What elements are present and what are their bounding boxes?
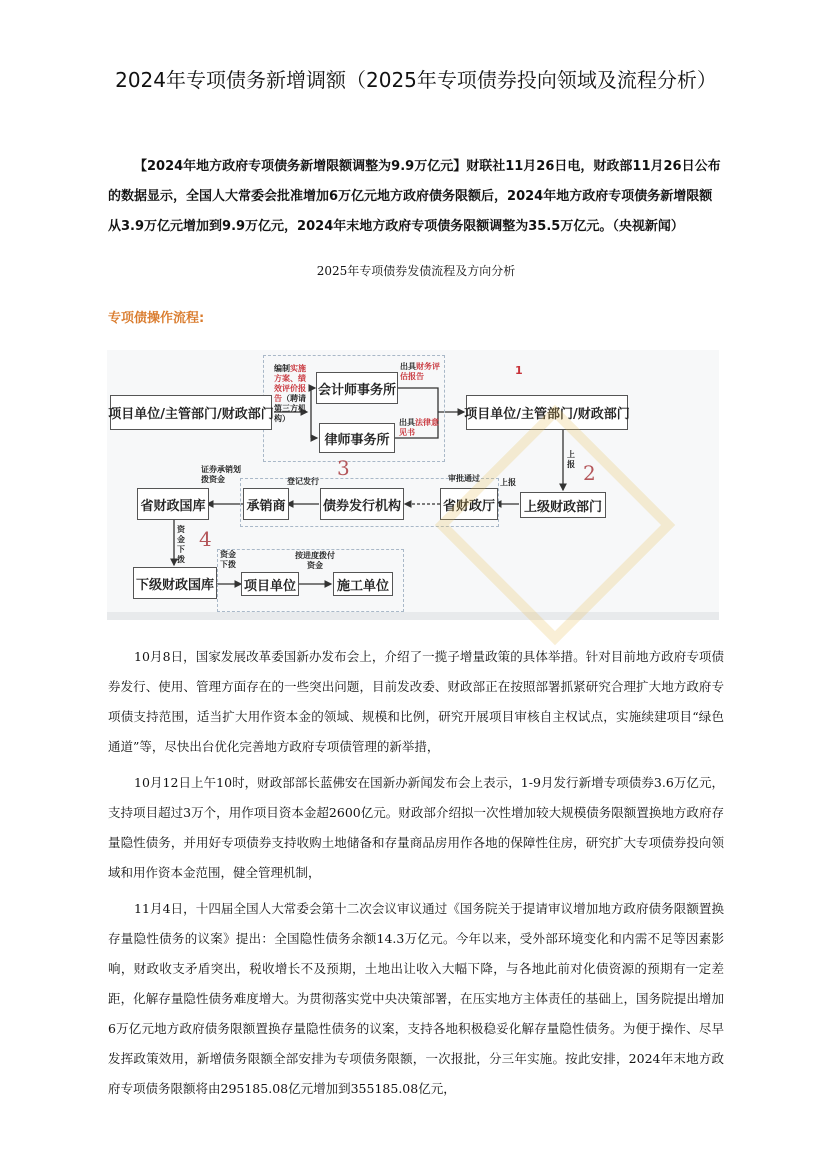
page-title: 2024年专项债务新增调额（2025年专项债券投向领域及流程分析） [115,68,717,92]
project-unit-box: 项目单位 [241,572,299,596]
provincial-treasury-box: 省财政国库 [137,488,209,520]
accountant-firm-box: 会计师事务所 [316,372,398,404]
section-heading: 专项债操作流程: [108,311,205,326]
compile-label-c: （聘请第三方机构） [274,394,306,423]
progress-pay-label: 按进度拨付资金 [295,551,335,570]
law-b: 法律意见书 [399,418,439,437]
upper-finance-box: 上级财政部门 [520,492,606,518]
law-a: 出具 [399,418,415,427]
report-label-2: 上报 [500,478,516,487]
step-2: 2 [583,461,596,485]
funds-down-label-1: 资金下拨 [177,525,185,564]
provincial-finance-box: 省财政厅 [440,488,498,520]
report-label-1: 上报 [567,450,575,469]
result-unit-box: 项目单位/主管部门/财政部门 [466,395,628,430]
compile-label-b: 实施方案、绩效评价报告 [274,364,306,403]
paragraph-nov4: 11月4日，十四届全国人大常委会第十二次会议审议通过《国务院关于提请审议增加地方政府债务限额置换存量隐性债务的议案》提出：全国隐性债务余额14.3万亿元。今年以来，受外部环境变化和内需不足等因素影响，财政收支矛盾突出，税收增长不及预期，土地出让收入大幅下降，与各地此前对化债资源的预期有一定差距，化解存量隐性债务难度增大。为贯彻落实党中央决策部署，在压实地方主体责任的基础上，国务院提出增加6万亿元地方政府债务限额置换存量隐性债务的议案，支持各地积极稳妥化解存量隐性债务。为便于操作、尽早发挥政策效用，新增债务限额全部安排为专项债务限额，一次报批，分三年实施。按此安排，2024年末地方政府专项债务限额将由295185.08亿元增加到355185.08亿元， [108,901,724,1096]
transfer-label: 证券承销划拨资金 [201,465,241,484]
subtitle: 2025年专项债券发债流程及方向分析 [316,264,516,278]
underwriter-box: 承销商 [243,488,289,520]
step-3: 3 [337,456,350,480]
compile-label [274,364,308,424]
register-label: 登记发行 [287,477,319,486]
paragraph-oct8: 10月8日，国家发展改革委国新办发布会上，介绍了一揽子增量政策的具体举措。针对目前地方政府专项债券发行、使用、管理方面存在的一些突出问题，目前发改委、财政部正在按照部署抓紧研究合理扩大地方政府专项债支持范围，适当扩大用作资本金的领域、规模和比例，研究开展项目审核自主权试点，实施续建项目“绿色通道”等，尽快出台优化完善地方政府专项债管理的新举措， [108,649,724,754]
approved-label: 审批通过 [448,474,480,483]
fin-b: 财务评估报告 [400,362,440,381]
origin-unit-box: 项目单位/主管部门/财政部门 [110,395,272,430]
financial-report-label [400,362,440,382]
paragraph-oct12: 10月12日上午10时，财政部部长蓝佛安在国新办新闻发布会上表示，1-9月发行新增专项债券3.6万亿元，支持项目超过3万个，用作项目资本金超2600亿元。财政部介绍拟一次性增加较大规模债务限额置换地方政府存量隐性债务，并用好专项债券支持收购土地储备和存量商品房用作各地的保障性住房，研究扩大专项债券投向领域和用作资本金范围，健全管理机制， [108,775,724,880]
lead-paragraph: 【2024年地方政府专项债务新增限额调整为9.9万亿元】财联社11月26日电，财政部11月26日公布的数据显示，全国人大常委会批准增加6万亿元地方政府债务限额后，2024年地方政府专项债务新增限额从3.9万亿元增加到9.9万亿元，2024年末地方政府专项债务限额调整为35.5万亿元。（央视新闻） [108,159,721,234]
body-text [108,642,724,1110]
flow-diagram [107,350,719,620]
step-4: 4 [199,527,212,551]
fin-a: 出具 [400,362,416,371]
step-1: 1 [515,364,523,377]
funds-down-label-2: 资金下拨 [220,550,236,569]
lower-treasury-box: 下级财政国库 [133,567,217,599]
bond-issuer-box: 债券发行机构 [320,488,404,520]
compile-label-a: 编制 [274,364,290,373]
law-firm-box: 律师事务所 [319,423,395,453]
builder-box: 施工单位 [333,572,393,596]
legal-opinion-label [399,418,439,438]
